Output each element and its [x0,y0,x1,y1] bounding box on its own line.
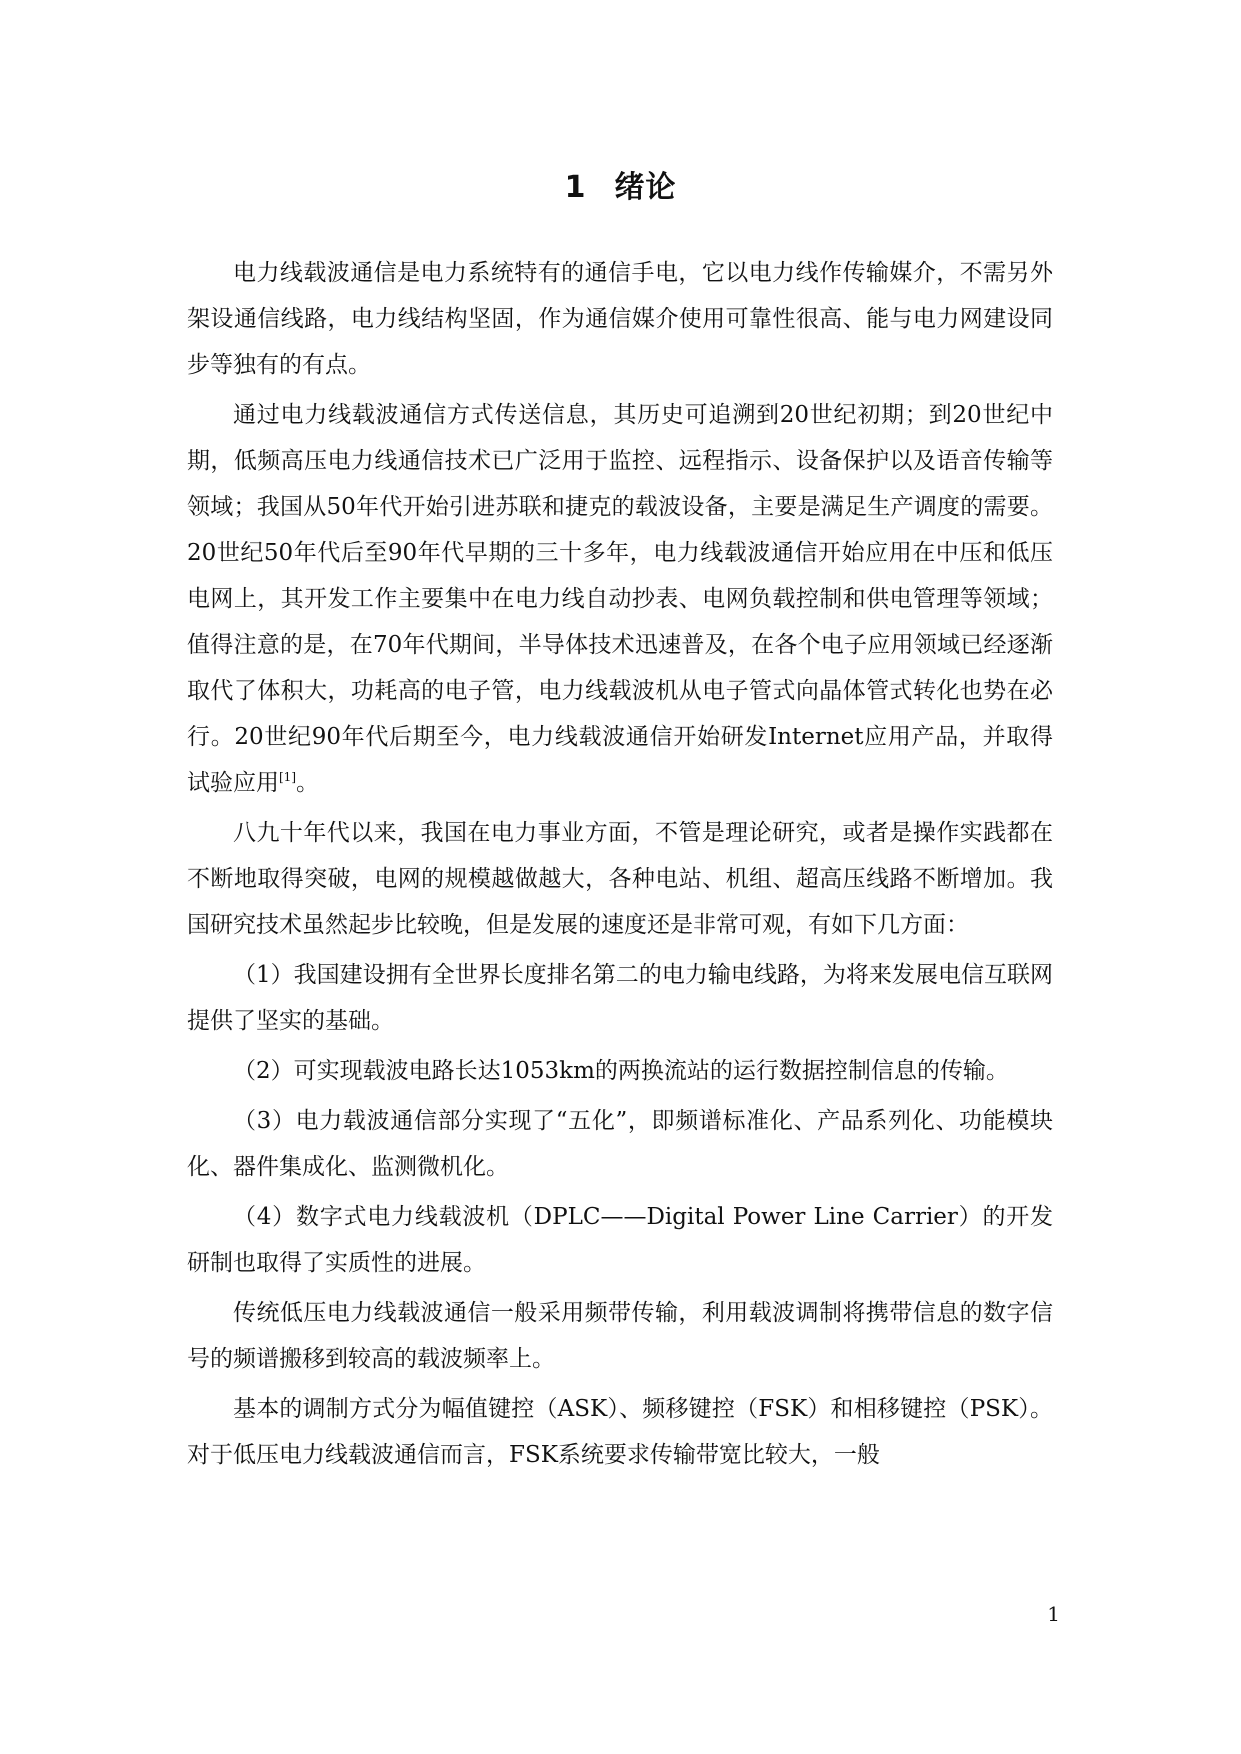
paragraph-modulation: 基本的调制方式分为幅值键控（ASK）、频移键控（FSK）和相移键控（PSK）。对于低压电力线载波通信而言，FSK系统要求传输带宽比较大，一般 [187,1396,1053,1468]
paragraph-history-text: 通过电力线载波通信方式传送信息，其历史可追溯到20世纪初期；到20世纪中期，低频高压电力线通信技术已广泛用于监控、远程指示、设备保护以及语音传输等领域；我国从50年代开始引进苏联和捷克的载波设备，主要是满足生产调度的需要。20世纪50年代后至90年代早期的三十多年，电力线载波通信开始应用在中压和低压电网上，其开发工作主要集中在电力线自动抄表、电网负载控制和供电管理等领域；值得注意的是，在70年代期间，半导体技术迅速普及，在各个电子应用领域已经逐渐取代了体积大，功耗高的电子管，电力线载波机从电子管式向晶体管式转化也势在必行。20世纪90年代后期至今，电力线载波通信开始研发Internet应用产品，并取得试验应用 [187,402,1053,796]
paragraph-history [187,392,1053,806]
body-text [187,250,1053,1482]
page-number: 1 [1047,1602,1060,1626]
paragraph-transmission: 传统低压电力线载波通信一般采用频带传输，利用载波调制将携带信息的数字信号的频谱搬移到较高的载波频率上。 [187,1300,1053,1372]
list-item-4: （4）数字式电力线载波机（DPLC——Digital Power Line Carrier）的开发研制也取得了实质性的进展。 [187,1204,1053,1276]
list-item-1: （1）我国建设拥有全世界长度排名第二的电力输电线路，为将来发展电信互联网提供了坚实的基础。 [187,962,1053,1034]
citation-marker: [1] [279,770,296,784]
paragraph-development: 八九十年代以来，我国在电力事业方面，不管是理论研究，或者是操作实践都在不断地取得突破，电网的规模越做越大，各种电站、机组、超高压线路不断增加。我国研究技术虽然起步比较晚，但是发展的速度还是非常可观，有如下几方面： [187,820,1053,938]
chapter-number: 1 [564,170,587,205]
list-item-2: （2）可实现载波电路长达1053km的两换流站的运行数据控制信息的传输。 [233,1058,1009,1084]
chapter-title: 绪论 [614,170,677,205]
list-item-3: （3）电力载波通信部分实现了“五化”，即频谱标准化、产品系列化、功能模块化、器件集成化、监测微机化。 [187,1108,1053,1180]
paragraph-intro: 电力线载波通信是电力系统特有的通信手电，它以电力线作传输媒介，不需另外架设通信线路，电力线结构坚固，作为通信媒介使用可靠性很高、能与电力网建设同步等独有的有点。 [187,260,1053,378]
chapter-heading [0,166,1241,210]
paragraph-history-end: 。 [296,770,319,796]
